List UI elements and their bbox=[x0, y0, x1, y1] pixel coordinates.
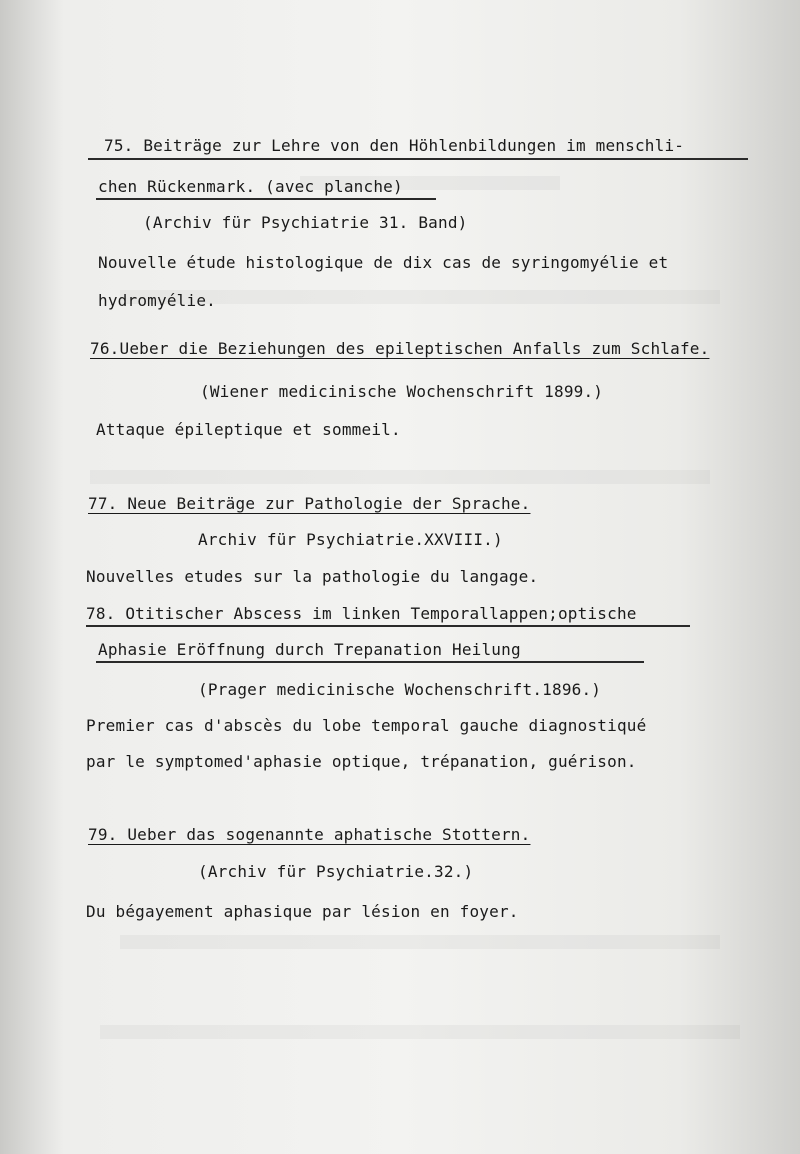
entry-76-source: (Wiener medicinische Wochenschrift 1899.) bbox=[200, 382, 604, 401]
entry-75-french-2: hydromyélie. bbox=[98, 291, 216, 310]
entry-79-title: 79. Ueber das sogenannte aphatische Stottern. bbox=[88, 825, 531, 844]
entry-75-source: (Archiv für Psychiatrie 31. Band) bbox=[143, 213, 468, 232]
entry-78-title-continued: Aphasie Eröffnung durch Trepanation Heilung bbox=[98, 640, 521, 659]
entry-78-french-2: par le symptomed'aphasie optique, trépanation, guérison. bbox=[86, 752, 637, 771]
entry-75-underline bbox=[88, 158, 748, 160]
bleed-through-mark bbox=[120, 935, 720, 949]
entry-77-french-1: Nouvelles etudes sur la pathologie du langage. bbox=[86, 567, 539, 586]
entry-77-title: 77. Neue Beiträge zur Pathologie der Sprache. bbox=[88, 494, 531, 513]
entry-79-french-1: Du bégayement aphasique par lésion en foyer. bbox=[86, 902, 519, 921]
bleed-through-mark bbox=[90, 470, 710, 484]
bleed-through-mark bbox=[100, 1025, 740, 1039]
entry-78-underline-2 bbox=[96, 661, 644, 663]
entry-78-french-1: Premier cas d'abscès du lobe temporal gauche diagnostiqué bbox=[86, 716, 647, 735]
entry-77-source: Archiv für Psychiatrie.XXVIII.) bbox=[198, 530, 503, 549]
entry-75-title: 75. Beiträge zur Lehre von den Höhlenbildungen im menschli- bbox=[104, 136, 685, 155]
entry-78-title: 78. Otitischer Abscess im linken Temporallappen;optische bbox=[86, 604, 637, 623]
entry-76-title: 76.Ueber die Beziehungen des epileptischen Anfalls zum Schlafe. bbox=[90, 339, 710, 358]
entry-79-source: (Archiv für Psychiatrie.32.) bbox=[198, 862, 474, 881]
entry-76-french-1: Attaque épileptique et sommeil. bbox=[96, 420, 401, 439]
entry-78-source: (Prager medicinische Wochenschrift.1896.) bbox=[198, 680, 602, 699]
entry-78-underline bbox=[86, 625, 690, 627]
entry-75-title-continued: chen Rückenmark. (avec planche) bbox=[98, 177, 403, 196]
entry-75-underline-2 bbox=[96, 198, 436, 200]
entry-75-french-1: Nouvelle étude histologique de dix cas de syringomyélie et bbox=[98, 253, 669, 272]
